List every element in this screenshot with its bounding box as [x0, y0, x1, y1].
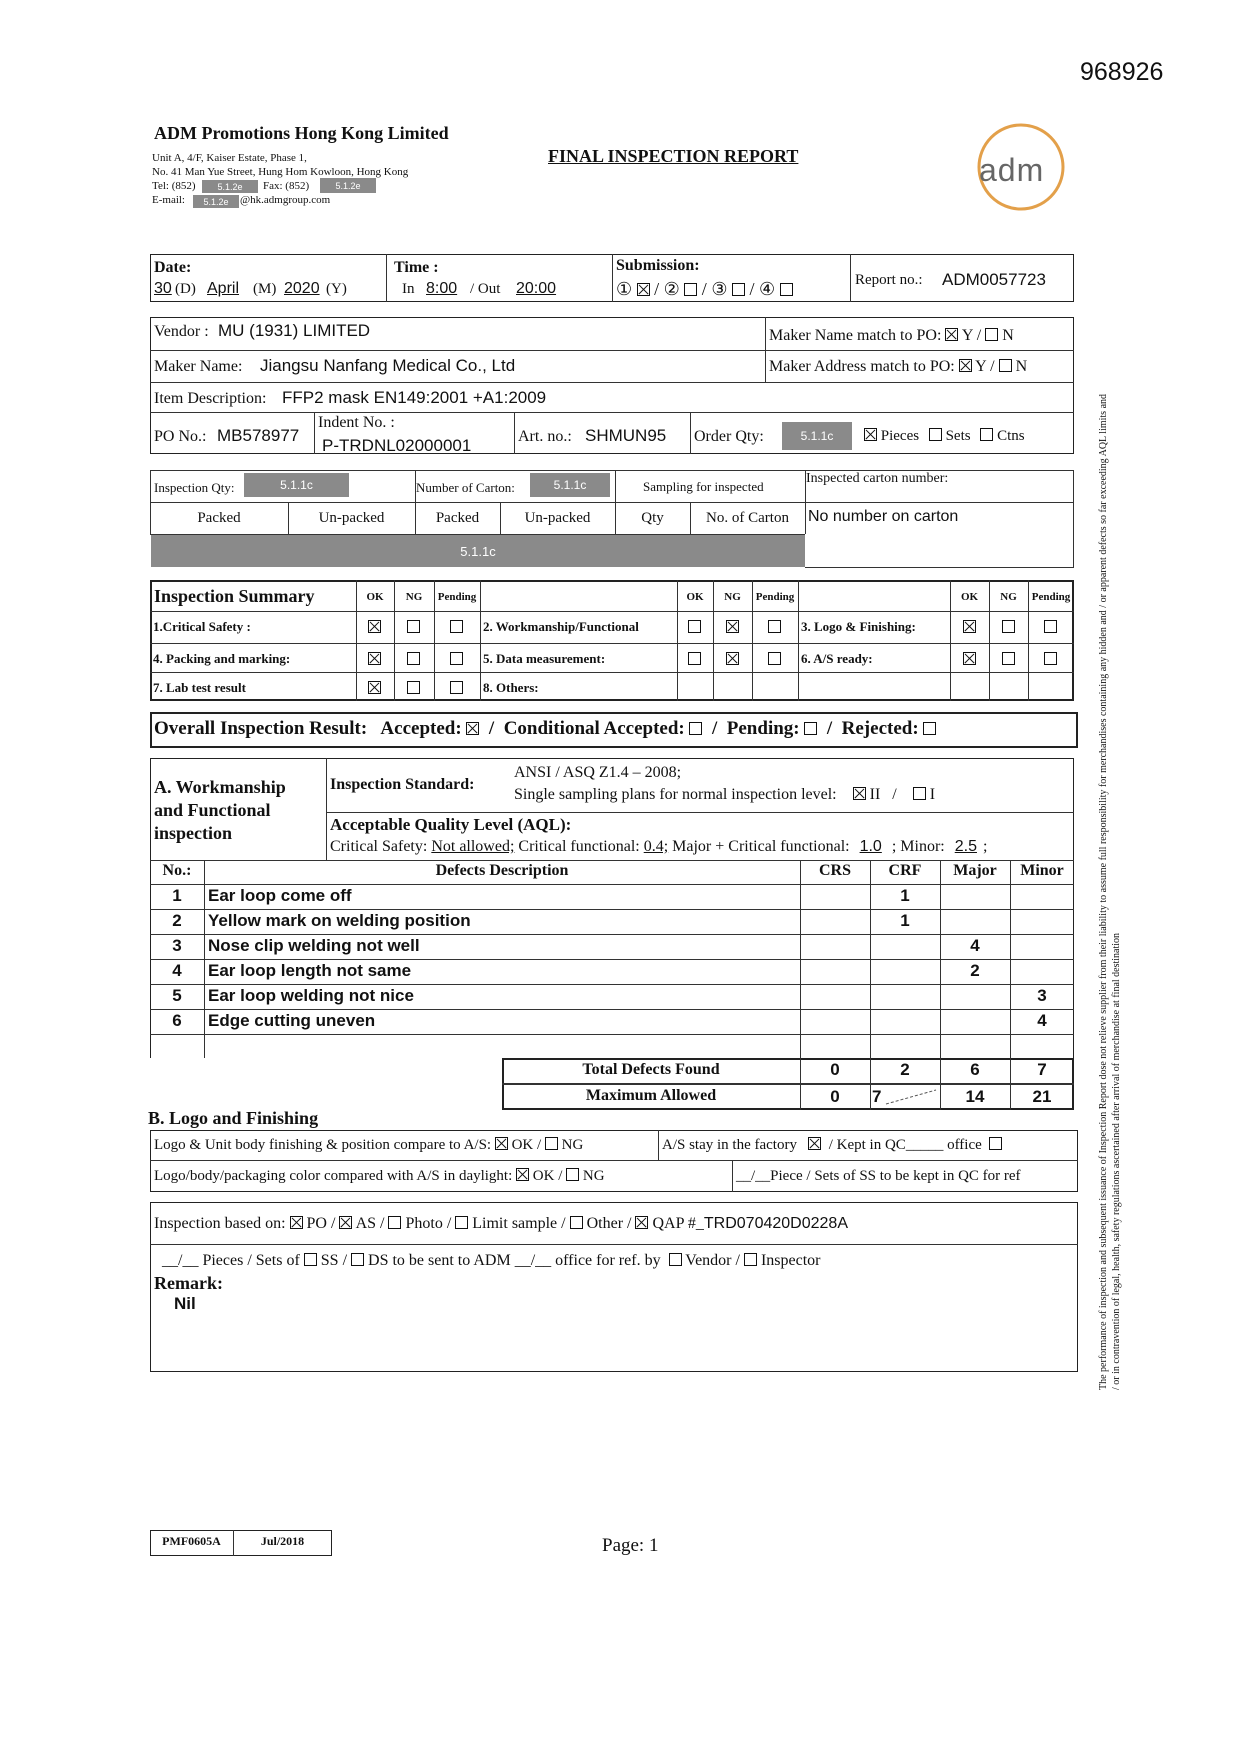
maker-address-match [769, 358, 1027, 376]
defect-no: 6 [172, 1011, 182, 1030]
level-ii-checkbox[interactable] [853, 787, 866, 800]
defect-no: 5 [172, 986, 182, 1005]
max-minor: 21 [1032, 1087, 1052, 1106]
summary-ng-checkbox[interactable] [726, 652, 739, 665]
ds-label: DS to be sent to ADM __/__ office for ref. by [368, 1252, 661, 1269]
summary-pending-checkbox[interactable] [450, 620, 463, 633]
summary-ok-checkbox[interactable] [688, 620, 701, 633]
total-crf: 2 [900, 1060, 910, 1079]
indent-label: Indent No. : [318, 414, 395, 431]
defect-no: 4 [172, 961, 182, 980]
summary-pending-checkbox[interactable] [1044, 620, 1057, 633]
summary-ng-checkbox[interactable] [1002, 620, 1015, 633]
vendor-value: MU (1931) LIMITED [218, 321, 371, 340]
summary-header-pending-3: Pending [1031, 591, 1071, 603]
critical-functional-label: Critical functional: [518, 838, 640, 855]
inspection-standard-line1: ANSI / ASQ Z1.4 – 2008; [514, 764, 682, 781]
summary-item-label: 8. Others: [483, 680, 539, 695]
maker-name-match-y-label: Y / [961, 327, 982, 344]
as-stay-label: A/S stay in the factory [662, 1137, 797, 1153]
color-ok-label: OK / [532, 1168, 563, 1184]
date-label: Date: [154, 259, 192, 276]
max-major: 14 [965, 1087, 985, 1106]
maker-address-match-y-label: Y / [975, 358, 995, 375]
defect-major: 4 [970, 936, 980, 955]
redaction-email: 5.1.2e [193, 195, 239, 208]
sampling-label: Sampling for inspected [643, 479, 764, 494]
kept-in-qc-checkbox[interactable] [989, 1137, 1002, 1150]
inspection-standard-line2: Single sampling plans for normal inspection level: II / I [514, 786, 936, 803]
summary-header-ok-1: OK [366, 591, 384, 603]
item-label: Item Description: [154, 390, 267, 407]
summary-item-label: 7. Lab test result [153, 680, 246, 695]
summary-ok-checkbox[interactable] [368, 681, 381, 694]
redaction-fax: 5.1.2e [320, 178, 376, 193]
logo-finishing-label: Logo & Unit body finishing & position compare to A/S: [154, 1137, 492, 1153]
report-title: FINAL INSPECTION REPORT [548, 146, 799, 166]
col-crs-header: CRS [818, 862, 851, 879]
sets-label: Sets [945, 428, 971, 444]
maximum-allowed-label: Maximum Allowed [585, 1087, 717, 1104]
as-stay-line [662, 1137, 1002, 1154]
defect-no: 1 [172, 886, 182, 905]
form-date: Jul/2018 [260, 1534, 305, 1548]
time-out-value: 20:00 [516, 280, 557, 297]
report-no-value: ADM0057723 [942, 270, 1046, 289]
pending-label: Pending: [726, 718, 800, 739]
maker-address-match-label: Maker Address match to PO: [769, 358, 955, 375]
inspection-standard-label: Inspection Standard: [330, 776, 475, 793]
num-carton-label: Number of Carton: [416, 480, 515, 495]
ctns-label: Ctns [997, 428, 1025, 444]
minor-value: 2.5 [954, 838, 977, 855]
summary-pending-checkbox[interactable] [768, 652, 781, 665]
maker-name-match-n-checkbox[interactable] [985, 328, 998, 341]
section-a-title: A. Workmanship and Functional inspection [154, 777, 286, 843]
document-number: 968926 [1080, 58, 1164, 86]
level-ii-label: II [869, 786, 881, 803]
basis-qap-checkbox[interactable] [635, 1216, 648, 1229]
submission-4-checkbox[interactable] [780, 283, 793, 296]
side-note-1: The performance of inspection and subsequent issuance of Inspection Report dose not relieve supplier from their liability to assume full responsibility for merchandises containing any hidden and / or apparent defects so far exceeding AQL limits and [1098, 393, 1109, 1390]
summary-header-ok-2: OK [686, 591, 704, 603]
company-address-1: Unit A, 4/F, Kaiser Estate, Phase 1, [152, 152, 307, 164]
defect-no: 2 [172, 911, 182, 930]
item-value: FFP2 mask EN149:2001 +A1:2009 [282, 388, 547, 407]
summary-header-ng-1: NG [405, 591, 423, 603]
total-major: 6 [970, 1060, 980, 1079]
num-carton-redacted: 5.1.1c [530, 473, 610, 497]
summary-pending-checkbox[interactable] [1044, 652, 1057, 665]
submission-mark-3: ③ [711, 279, 728, 299]
side-note-2: / or in contravention of legal, health, safety regulations ascertained after arrival of merchandise at final destination [1111, 932, 1122, 1390]
date-year: 2020 [284, 280, 320, 297]
inspector-checkbox[interactable] [744, 1253, 757, 1266]
total-minor: 7 [1037, 1060, 1047, 1079]
submission-options: ① / ② / ③ / ④ [616, 279, 793, 300]
maker-name-match [769, 327, 1014, 345]
summary-ng-checkbox[interactable] [407, 652, 420, 665]
col-crf-header: CRF [888, 862, 922, 879]
summary-item-label: 4. Packing and marking: [153, 651, 291, 666]
critical-safety-label: Critical Safety: [330, 838, 428, 855]
vendor-label: Vendor : [154, 323, 209, 340]
accepted-label: Accepted: [380, 718, 462, 739]
basis-other-label: Other / [586, 1215, 632, 1232]
unpacked-label-2: Un-packed [524, 510, 591, 526]
packed-label-1: Packed [197, 510, 241, 526]
summary-item-label: 1.Critical Safety : [153, 619, 251, 634]
section-b-line2 [154, 1168, 605, 1185]
adm-logo [976, 122, 1066, 212]
basis-as-checkbox[interactable] [339, 1216, 352, 1229]
maker-name-match-label: Maker Name match to PO: [769, 327, 942, 344]
date-year-unit: (Y) [326, 281, 347, 297]
basis-qap-value: TRD070420D0228A [703, 1215, 848, 1232]
pieces-kept-label: __/__Piece / Sets of SS to be kept in QC for ref [736, 1168, 1021, 1184]
defect-minor: 4 [1037, 1011, 1047, 1030]
maker-value: Jiangsu Nanfang Medical Co., Ltd [260, 356, 516, 375]
basis-limit-label: Limit sample / [472, 1215, 566, 1232]
sampling-plan-text: Single sampling plans for normal inspection level: [514, 786, 837, 803]
defect-description: Edge cutting uneven [208, 1011, 376, 1030]
max-crs: 0 [830, 1087, 840, 1106]
sets-checkbox[interactable] [929, 428, 942, 441]
color-ok-checkbox[interactable] [516, 1168, 529, 1181]
col-desc-header: Defects Description [435, 862, 569, 879]
rejected-label: Rejected: [841, 718, 919, 739]
ss-checkbox[interactable] [304, 1253, 317, 1266]
defect-description: Nose clip welding not well [208, 936, 420, 955]
pending-checkbox[interactable] [804, 722, 817, 735]
summary-item-label: 5. Data measurement: [483, 651, 606, 666]
basis-other-checkbox[interactable] [570, 1216, 583, 1229]
summary-ok-checkbox[interactable] [368, 652, 381, 665]
order-qty-label: Order Qty: [694, 428, 764, 445]
color-ng-checkbox[interactable] [566, 1168, 579, 1181]
defect-minor: 3 [1037, 986, 1047, 1005]
submission-mark-4: ④ [758, 279, 776, 299]
basis-limit-checkbox[interactable] [455, 1216, 468, 1229]
overall-result-label: Overall Inspection Result: [154, 718, 368, 739]
submission-3-checkbox[interactable] [732, 283, 745, 296]
inspected-carton-value: No number on carton [808, 508, 959, 525]
logo-ng-checkbox[interactable] [545, 1137, 558, 1150]
pieces-label: Pieces [880, 428, 920, 444]
time-out-label: / Out [470, 281, 501, 297]
date-day: 30 [154, 280, 172, 297]
remark-label: Remark: [154, 1273, 223, 1293]
summary-pending-checkbox[interactable] [768, 620, 781, 633]
defect-description: Ear loop welding not nice [208, 986, 414, 1005]
summary-ok-checkbox[interactable] [688, 652, 701, 665]
date-day-unit: (D) [175, 281, 196, 297]
summary-pending-checkbox[interactable] [450, 681, 463, 694]
col-no-header: No.: [162, 862, 192, 879]
basis-po-checkbox[interactable] [290, 1216, 303, 1229]
time-label: Time : [394, 259, 439, 276]
inspection-qty-redacted: 5.1.1c [244, 473, 349, 497]
defect-crf: 1 [900, 911, 910, 930]
col-minor-header: Minor [1020, 862, 1064, 879]
pieces-sent-label: __/__ Pieces / Sets of [162, 1252, 300, 1269]
logo-ng-label: NG [561, 1137, 584, 1153]
accepted-checkbox[interactable] [466, 722, 479, 735]
defect-description: Ear loop come off [208, 886, 352, 905]
unpacked-label-1: Un-packed [318, 510, 385, 526]
summary-item-label: 6. A/S ready: [801, 651, 873, 666]
aql-label: Acceptable Quality Level (AQL): [330, 815, 572, 834]
summary-ok-checkbox[interactable] [963, 620, 976, 633]
report-no-label: Report no.: [855, 272, 923, 288]
ss-label: SS / [320, 1252, 348, 1269]
as-stay-checkbox[interactable] [808, 1137, 821, 1150]
color-ng-label: NG [582, 1168, 605, 1184]
basis-photo-label: Photo / [405, 1215, 452, 1232]
defect-description: Ear loop length not same [208, 961, 412, 980]
inspected-carton-label: Inspected carton number: [806, 471, 949, 486]
critical-safety-value: Not allowed; [431, 838, 515, 855]
defect-major: 2 [970, 961, 980, 980]
conditional-label: Conditional Accepted: [503, 718, 685, 739]
maker-address-match-n-checkbox[interactable] [999, 359, 1012, 372]
max-crf-strike-icon [884, 1088, 938, 1106]
sampling-qty-label: Qty [641, 510, 664, 526]
summary-item-label: 3. Logo & Finishing: [801, 619, 916, 634]
adm-logo-text: adm [979, 152, 1045, 188]
quantities-redacted-bar: 5.1.1c [151, 535, 805, 567]
time-in-value: 8:00 [426, 280, 458, 297]
basis-line [154, 1215, 848, 1233]
company-email-domain: @hk.admgroup.com [240, 194, 331, 206]
summary-ok-checkbox[interactable] [368, 620, 381, 633]
company-tel-label: Tel: (852) [152, 180, 196, 192]
logo-ok-checkbox[interactable] [495, 1137, 508, 1150]
basis-label: Inspection based on: [154, 1215, 286, 1232]
form-code: PMF0605A [162, 1534, 221, 1548]
remark-value: Nil [174, 1294, 196, 1313]
summary-ng-checkbox[interactable] [407, 681, 420, 694]
page-number: Page: 1 [602, 1535, 659, 1556]
company-address-2: No. 41 Man Yue Street, Hung Hom Kowloon, Hong Kong [152, 166, 409, 178]
total-crs: 0 [830, 1060, 840, 1079]
maker-address-match-y-checkbox[interactable] [959, 359, 972, 372]
vendor-by-label: Vendor / [685, 1252, 740, 1269]
inspector-label: Inspector [760, 1252, 821, 1269]
kept-in-qc-label: / Kept in QC_____ office [828, 1137, 982, 1153]
submission-mark-1: ① [616, 279, 633, 299]
po-label: PO No.: [154, 428, 207, 445]
redaction-tel: 5.1.2e [202, 180, 258, 193]
summary-header-pending-2: Pending [755, 591, 795, 603]
maker-name-match-n-label: N [1002, 327, 1014, 344]
summary-ng-checkbox[interactable] [1002, 652, 1015, 665]
packed-label-2: Packed [435, 510, 480, 526]
pieces-checkbox[interactable] [864, 428, 877, 441]
defect-description: Yellow mark on welding position [208, 911, 471, 930]
sampling-carton-label: No. of Carton [706, 510, 789, 526]
summary-ng-checkbox[interactable] [407, 620, 420, 633]
basis-po-label: PO / [306, 1215, 336, 1232]
logo-ok-label: OK / [511, 1137, 542, 1153]
section-b-line1 [154, 1137, 583, 1154]
summary-header-pending-1: Pending [437, 591, 477, 603]
submission-mark-2: ② [663, 279, 680, 299]
company-email-label: E-mail: [152, 194, 185, 206]
total-defects-label: Total Defects Found [582, 1061, 720, 1078]
basis-qap-label: QAP #_ [652, 1215, 704, 1232]
company-name: ADM Promotions Hong Kong Limited [154, 123, 449, 143]
summary-header-ok-3: OK [960, 591, 979, 603]
defect-crf: 1 [900, 886, 910, 905]
conditional-checkbox[interactable] [689, 722, 702, 735]
section-b-title: B. Logo and Finishing [148, 1108, 319, 1128]
max-crf: 7 [872, 1087, 882, 1106]
order-qty-redacted: 5.1.1c [782, 422, 852, 450]
maker-name-match-y-checkbox[interactable] [945, 328, 958, 341]
color-compare-label: Logo/body/packaging color compared with A/S in daylight: [154, 1168, 513, 1184]
ctns-checkbox[interactable] [980, 428, 993, 441]
submission-1-checkbox[interactable] [637, 283, 650, 296]
level-i-label: I [929, 786, 936, 803]
major-label: Major + Critical functional: [672, 838, 850, 855]
maker-label: Maker Name: [154, 358, 243, 375]
company-fax-label: Fax: (852) [263, 180, 310, 192]
summary-pending-checkbox[interactable] [450, 652, 463, 665]
po-value: MB578977 [217, 426, 300, 445]
aql-values: Critical Safety: Not allowed; Critical functional: 0.4; Major + Critical functional: 1.0 ; Minor: 2.5 ; [330, 838, 988, 855]
vendor-checkbox[interactable] [669, 1253, 682, 1266]
inspection-qty-label: Inspection Qty: [154, 480, 235, 495]
pieces-sent-line [162, 1252, 820, 1270]
basis-as-label: AS / [355, 1215, 385, 1232]
defect-no: 3 [172, 936, 182, 955]
time-in-label: In [402, 281, 415, 297]
level-i-checkbox[interactable] [913, 787, 926, 800]
summary-header-ng-2: NG [724, 591, 741, 603]
inspection-summary-title: Inspection Summary [154, 586, 315, 606]
summary-ok-checkbox[interactable] [963, 652, 976, 665]
art-label: Art. no.: [518, 428, 572, 445]
rejected-checkbox[interactable] [923, 722, 936, 735]
minor-label: ; Minor: [891, 838, 945, 855]
art-value: SHMUN95 [585, 426, 667, 445]
critical-functional-value: 0.4; [643, 838, 669, 855]
summary-header-ng-3: NG [1000, 591, 1017, 603]
summary-ng-checkbox[interactable] [726, 620, 739, 633]
summary-item-label: 2. Workmanship/Functional [483, 619, 639, 634]
ds-checkbox[interactable] [351, 1253, 364, 1266]
major-value: 1.0 [859, 838, 882, 855]
order-qty-units [864, 428, 1025, 445]
col-major-header: Major [953, 862, 997, 879]
overall-result-line: Overall Inspection Result: Accepted: / Conditional Accepted: / Pending: / Rejected: [154, 718, 936, 740]
maker-address-match-n-label: N [1015, 358, 1028, 375]
submission-label: Submission: [616, 257, 700, 274]
basis-photo-checkbox[interactable] [388, 1216, 401, 1229]
submission-2-checkbox[interactable] [684, 283, 697, 296]
indent-value: P-TRDNL02000001 [322, 436, 472, 455]
date-month-unit: (M) [253, 281, 277, 297]
date-month: April [207, 280, 240, 297]
